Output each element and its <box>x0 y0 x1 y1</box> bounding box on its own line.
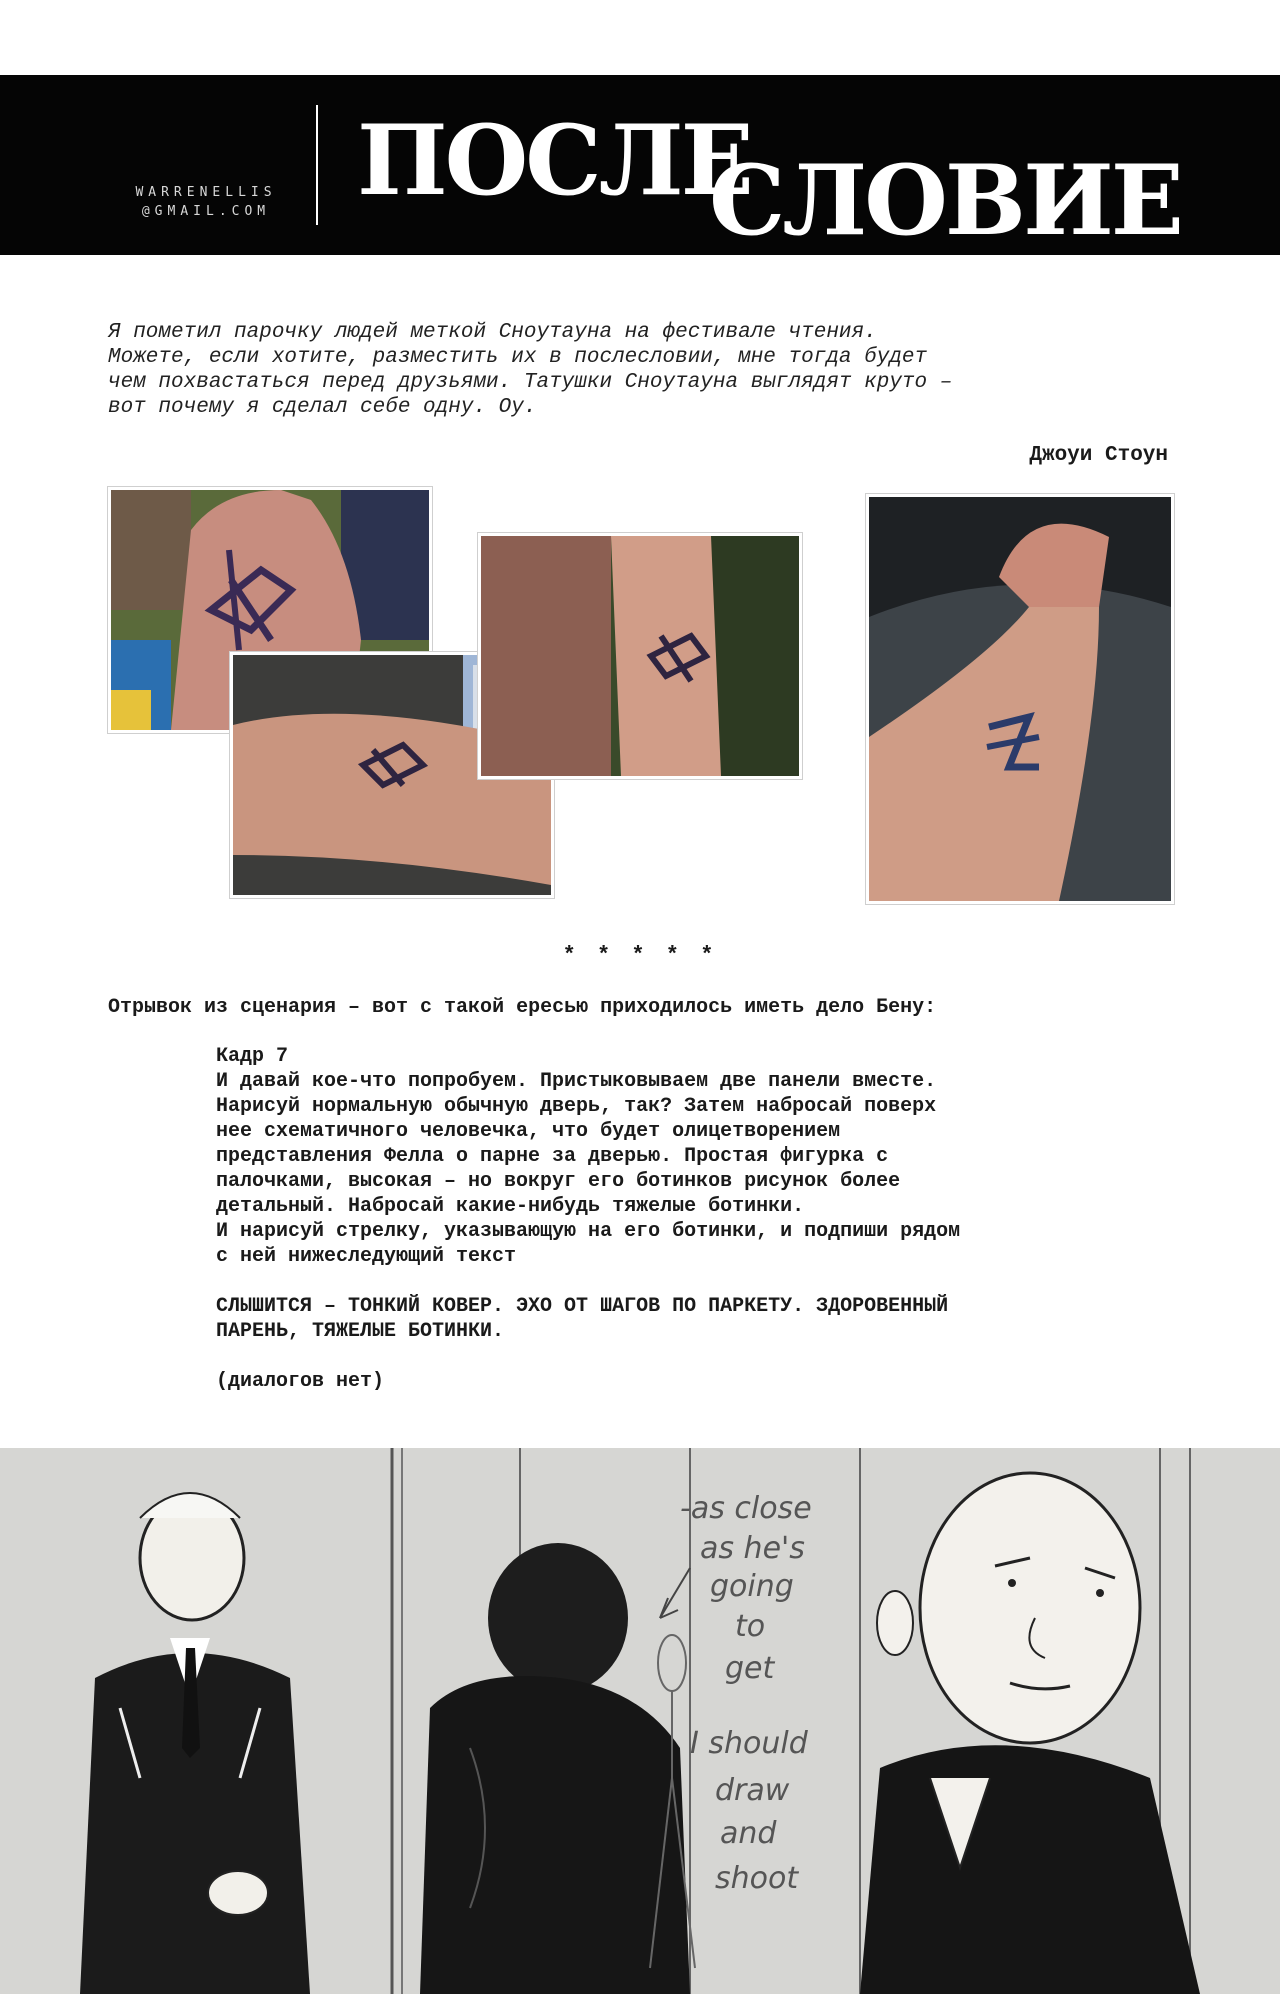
header-banner <box>0 75 1280 255</box>
script-line: палочками, высокая – но вокруг его ботинков рисунок более <box>216 1170 901 1193</box>
script-line: детальный. Набросай какие-нибудь тяжелые ботинки. <box>216 1195 805 1218</box>
letter-line: Я пометил парочку людей меткой Сноутауна на фестивале чтения. <box>108 321 877 344</box>
email-line1: WARRENELLIS <box>135 185 277 200</box>
script-caps-line: СЛЫШИТСЯ – ТОНКИЙ КОВЕР. ЭХО ОТ ШАГОВ ПО ПАРКЕТУ. ЗДОРОВЕННЫЙ <box>216 1295 949 1318</box>
author-email <box>116 183 296 221</box>
letter-line: чем похвастаться перед друзьями. Татушки Сноутауна выглядят круто – <box>108 371 953 394</box>
letter-line: Можете, если хотите, разместить их в послесловии, мне тогда будет <box>108 346 928 369</box>
reader-letter <box>108 320 1178 420</box>
header-divider <box>316 105 318 225</box>
letter-line: вот почему я сделал себе одну. Оу. <box>108 396 537 419</box>
script-line: с ней нижеследующий текст <box>216 1245 517 1268</box>
script-line: И нарисуй стрелку, указывающую на его ботинки, и подпиши рядом <box>216 1220 961 1243</box>
script-note: (диалогов нет) <box>216 1370 385 1393</box>
script-line: И давай кое-что попробуем. Пристыковываем две панели вместе. <box>216 1070 937 1093</box>
handwriting-line: to <box>735 1609 766 1644</box>
handwriting-line: going <box>710 1569 794 1604</box>
title-part2: СЛОВИЕ <box>709 144 1181 257</box>
handwriting-line: -as close <box>680 1491 812 1526</box>
handwriting-line: I should <box>690 1726 808 1761</box>
excerpt-intro: Отрывок из сценария – вот с такой ересью приходилось иметь дело Бену: <box>108 996 937 1019</box>
script-line: нее схематичного человечка, что будет олицетворением <box>216 1120 841 1143</box>
section-separator: * * * * * <box>562 943 718 968</box>
script-excerpt <box>216 1044 1176 1394</box>
handwriting-line: as he's <box>700 1531 805 1566</box>
handwriting-line: and <box>720 1816 777 1851</box>
script-frame-heading: Кадр 7 <box>216 1045 289 1068</box>
script-line: Нарисуй нормальную обычную дверь, так? Затем набросай поверх <box>216 1095 937 1118</box>
title-part1: ПОСЛЕ <box>357 104 751 217</box>
letter-author: Джоуи Стоун <box>1029 444 1168 467</box>
handwriting-line: get <box>725 1651 775 1686</box>
script-caps-line: ПАРЕНЬ, ТЯЖЕЛЫЕ БОТИНКИ. <box>216 1320 505 1343</box>
handwriting-line: draw <box>715 1773 790 1808</box>
comic-illustration <box>0 1448 1280 1994</box>
tattoo-photo-leg <box>478 533 802 779</box>
tattoo-photo-arm <box>866 494 1174 904</box>
email-line2: @GMAIL.COM <box>141 204 271 219</box>
script-line: представления Фелла о парне за дверью. Простая фигурка с <box>216 1145 889 1168</box>
handwriting-line: shoot <box>715 1861 799 1896</box>
